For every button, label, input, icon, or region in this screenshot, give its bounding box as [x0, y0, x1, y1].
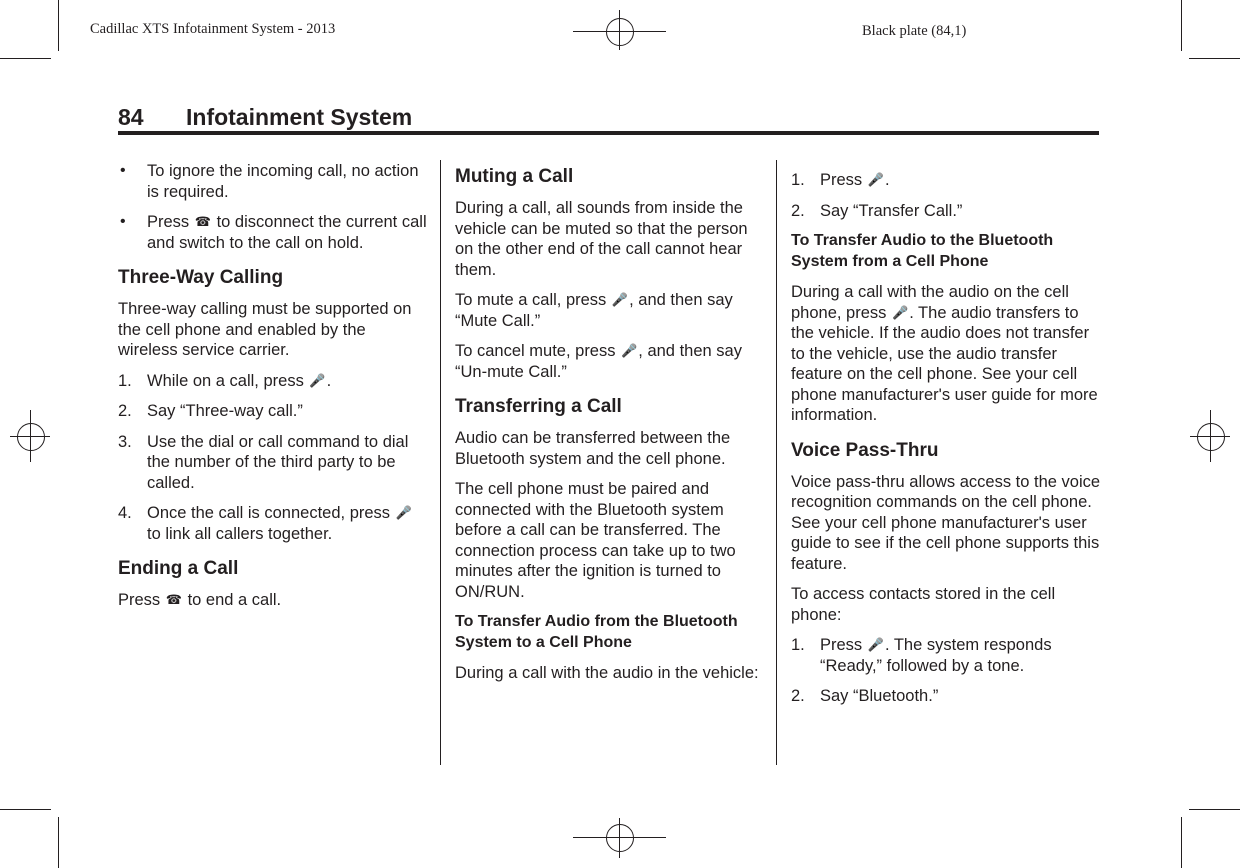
paragraph: [455, 290, 763, 331]
step-text: While on a call, press: [147, 371, 304, 390]
bullet-marker: •: [120, 213, 126, 230]
paragraph: [118, 590, 428, 611]
push-to-talk-icon: 🎤: [867, 637, 884, 652]
list-item: [118, 401, 428, 422]
bullet-text: To ignore the incoming call, no action is required.: [147, 162, 419, 201]
page-title: [118, 104, 412, 131]
paragraph-text: to end a call.: [187, 591, 282, 609]
push-to-talk-icon: 🎤: [611, 292, 629, 307]
title-rule: [118, 131, 1099, 135]
subsection-heading: To Transfer Audio from the Bluetooth System to a Cell Phone: [455, 613, 738, 651]
column-3: [791, 170, 1103, 717]
list-item: [118, 432, 428, 494]
running-header-plate: Black plate (84,1): [862, 23, 967, 39]
registration-circle: [1197, 423, 1225, 451]
list-item: [118, 371, 428, 392]
paragraph: Three-way calling must be supported on the cell phone and enabled by the wireless service carrier.: [118, 300, 412, 359]
step-text: . The system responds “Ready,” followed by a tone.: [820, 636, 1052, 675]
crop-mark: [1189, 809, 1240, 810]
end-call-icon: ☎: [165, 592, 182, 607]
step-number: 3.: [118, 432, 132, 451]
step-text: Use the dial or call command to dial the number of the third party to be called.: [147, 432, 409, 492]
step-text: Once the call is connected, press: [147, 504, 391, 522]
step-number: 1.: [118, 371, 132, 390]
paragraph-text: . The audio transfers to the vehicle. If the audio does not transfer to the vehicle, use the audio transfer feature on the cell phone. See your cell phone manufacturer's user guide for more information.: [791, 303, 1098, 424]
crop-mark: [0, 809, 51, 810]
crop-mark: [1189, 58, 1240, 59]
push-to-talk-icon: 🎤: [867, 172, 884, 187]
bullet-marker: •: [120, 162, 126, 179]
step-number: 4.: [118, 504, 132, 522]
section-heading: Transferring a Call: [455, 396, 622, 417]
end-call-icon: ☎: [194, 214, 211, 229]
paragraph-text: During a call with the audio on the cell phone, press: [791, 283, 1069, 322]
column-divider: [776, 160, 777, 765]
running-header-book: Cadillac XTS Infotainment System - 2013: [90, 21, 336, 37]
paragraph: [455, 341, 763, 382]
column-divider: [440, 160, 441, 765]
bullet-text: Press: [147, 213, 190, 231]
crop-mark: [58, 0, 59, 51]
paragraph: The cell phone must be paired and connected with the Bluetooth system before a call can be transferred. The connection process can take up to two minutes after the ignition is turned to ON/RUN.: [455, 480, 736, 601]
list-item: [791, 635, 1103, 676]
section-title: Infotainment System: [186, 104, 413, 130]
registration-circle: [17, 423, 45, 451]
step-number: 2.: [791, 687, 805, 705]
registration-circle: [606, 824, 634, 852]
push-to-talk-icon: 🎤: [621, 343, 638, 358]
paragraph-text: Press: [118, 591, 161, 609]
section-heading: Muting a Call: [455, 166, 574, 187]
step-text: Press: [820, 636, 863, 654]
paragraph-text: , and then say “Mute Call.”: [455, 291, 733, 330]
section-heading: Voice Pass-Thru: [791, 439, 939, 461]
step-text: .: [326, 371, 332, 390]
crop-mark: [1181, 817, 1182, 868]
bullet-text: to disconnect the current call and switch to the call on hold.: [147, 213, 427, 252]
list-item: [791, 170, 1103, 191]
crop-mark: [58, 817, 59, 868]
paragraph: Audio can be transferred between the Bluetooth system and the cell phone.: [455, 429, 731, 468]
step-number: 2.: [791, 201, 805, 220]
step-text: Press: [820, 171, 863, 189]
bullet-item: [118, 212, 428, 253]
push-to-talk-icon: 🎤: [309, 372, 326, 388]
section-heading: Three-Way Calling: [118, 267, 284, 288]
list-item: [118, 503, 428, 544]
list-item: [791, 686, 1103, 707]
step-number: 2.: [118, 402, 132, 420]
step-number: 1.: [791, 171, 805, 189]
step-text: .: [884, 171, 890, 189]
step-text: to link all callers together.: [147, 524, 333, 543]
column-1: [118, 161, 428, 621]
list-item: [791, 201, 1103, 222]
push-to-talk-icon: 🎤: [892, 304, 909, 320]
bullet-item: [118, 161, 428, 202]
registration-circle: [606, 18, 634, 46]
crop-mark: [1181, 0, 1182, 51]
paragraph: To access contacts stored in the cell phone:: [791, 585, 1056, 624]
step-text: Say “Transfer Call.”: [820, 201, 963, 220]
subsection-heading: To Transfer Audio to the Bluetooth System from a Cell Phone: [791, 232, 1054, 270]
paragraph-text: To mute a call, press: [455, 291, 607, 309]
paragraph-text: To cancel mute, press: [455, 342, 616, 360]
crop-mark: [0, 58, 51, 59]
page-number: 84: [118, 104, 144, 130]
section-heading: Ending a Call: [118, 558, 239, 579]
paragraph: Voice pass-thru allows access to the voice recognition commands on the cell phone. See your cell phone manufacturer's user guide to see if the cell phone supports this feature.: [791, 472, 1101, 573]
paragraph: During a call with the audio in the vehicle:: [455, 664, 759, 682]
step-number: 1.: [791, 636, 805, 654]
column-2: [455, 166, 763, 694]
push-to-talk-icon: 🎤: [395, 505, 412, 520]
paragraph: [791, 282, 1103, 426]
step-text: Say “Bluetooth.”: [820, 687, 939, 705]
step-text: Say “Three-way call.”: [147, 402, 303, 420]
paragraph: During a call, all sounds from inside the vehicle can be muted so that the person on the other end of the call cannot hear them.: [455, 199, 748, 279]
paragraph-text: , and then say “Un-mute Call.”: [455, 342, 742, 381]
